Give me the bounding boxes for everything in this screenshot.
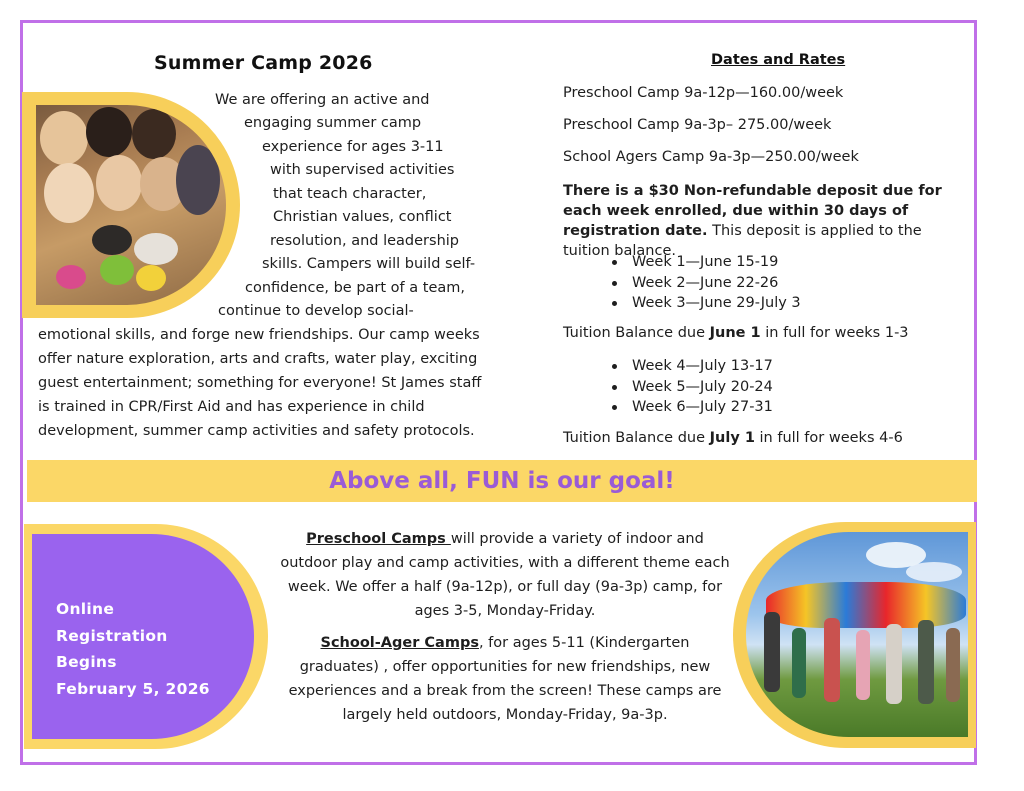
- deposit-notice: [563, 181, 968, 261]
- weeks-list-1: [612, 252, 801, 314]
- rate-item: Preschool Camp 9a-12p—160.00/week: [563, 85, 844, 101]
- balance-date: July 1: [709, 430, 755, 446]
- registration-line: Begins: [56, 653, 117, 671]
- week-item: Week 4—July 13-17: [612, 356, 773, 377]
- programs-description: [279, 527, 731, 735]
- intro-line: development, summer camp activities and safety protocols.: [38, 423, 475, 439]
- week-item: Week 6—July 27-31: [612, 397, 773, 418]
- preschool-lead: Preschool Camps: [306, 531, 451, 547]
- banner-text: Above all, FUN is our goal!: [329, 468, 675, 494]
- schoolager-lead: School-Ager Camps: [320, 635, 479, 651]
- intro-line: Christian values, conflict: [273, 209, 452, 225]
- page-title: Summer Camp 2026: [154, 52, 373, 74]
- intro-line: is trained in CPR/First Aid and has experience in child: [38, 399, 425, 415]
- week-item: Week 1—June 15-19: [612, 252, 801, 273]
- intro-line: continue to develop social-: [218, 303, 414, 319]
- week-item: Week 5—July 20-24: [612, 377, 773, 398]
- deposit-bold: There is a $30 Non-refundable deposit due for each week enrolled, due within 30 days of registration date.: [563, 183, 942, 239]
- weeks-list-2: [612, 356, 773, 418]
- registration-text: [56, 596, 210, 702]
- preschool-text: will provide a variety of indoor and outdoor play and camp activities, with a different theme each week. We offer a half (9a-12p), or full day (9a-3p) camp, for ages 3-5, Monday-Friday.: [280, 531, 730, 619]
- intro-line: with supervised activities: [270, 162, 455, 178]
- registration-box: [32, 534, 254, 739]
- balance-suffix: in full for weeks 1-3: [760, 325, 909, 341]
- kids-photo-frame: [22, 92, 240, 318]
- deposit-rest: This deposit is applied to the tuition balance.: [563, 223, 922, 259]
- intro-line: guest entertainment; something for everyone! St James staff: [38, 375, 482, 391]
- week-item: Week 2—June 22-26: [612, 273, 801, 294]
- intro-line: that teach character,: [273, 186, 427, 202]
- week-item: Week 3—June 29-July 3: [612, 293, 801, 314]
- rate-item: Preschool Camp 9a-3p– 275.00/week: [563, 117, 832, 133]
- parachute-photo-frame: [733, 522, 976, 748]
- intro-line: experience for ages 3-11: [262, 139, 444, 155]
- parachute-game-photo: [746, 532, 968, 737]
- balance-prefix: Tuition Balance due: [563, 325, 710, 341]
- registration-line: Online: [56, 600, 115, 618]
- balance-date: June 1: [709, 325, 761, 341]
- tuition-balance-2: [563, 430, 903, 446]
- intro-line: offer nature exploration, arts and crafts, water play, exciting: [38, 351, 478, 367]
- balance-suffix: in full for weeks 4-6: [754, 430, 903, 446]
- registration-date: February 5, 2026: [56, 679, 210, 698]
- intro-line: engaging summer camp: [244, 115, 422, 131]
- registration-line: Registration: [56, 626, 168, 645]
- schoolager-description: [279, 631, 731, 727]
- rate-item: School Agers Camp 9a-3p—250.00/week: [563, 149, 859, 165]
- schoolager-text: , for ages 5-11 (Kindergarten graduates) , offer opportunities for new friendships, new experiences and a break from the screen! These camps are largely held outdoors, Monday-Friday, 9a-3p.: [288, 635, 722, 723]
- intro-line: emotional skills, and forge new friendships. Our camp weeks: [38, 327, 480, 343]
- intro-line: skills. Campers will build self-: [262, 256, 476, 272]
- balance-prefix: Tuition Balance due: [563, 430, 710, 446]
- fun-banner: [27, 460, 977, 502]
- preschool-description: [279, 527, 731, 623]
- rates-heading: Dates and Rates: [711, 52, 846, 68]
- intro-line: confidence, be part of a team,: [245, 280, 465, 296]
- kids-crafts-photo: [36, 105, 226, 305]
- intro-line: We are offering an active and: [215, 92, 430, 108]
- intro-line: resolution, and leadership: [270, 233, 459, 249]
- tuition-balance-1: [563, 325, 909, 341]
- registration-frame: [24, 524, 268, 749]
